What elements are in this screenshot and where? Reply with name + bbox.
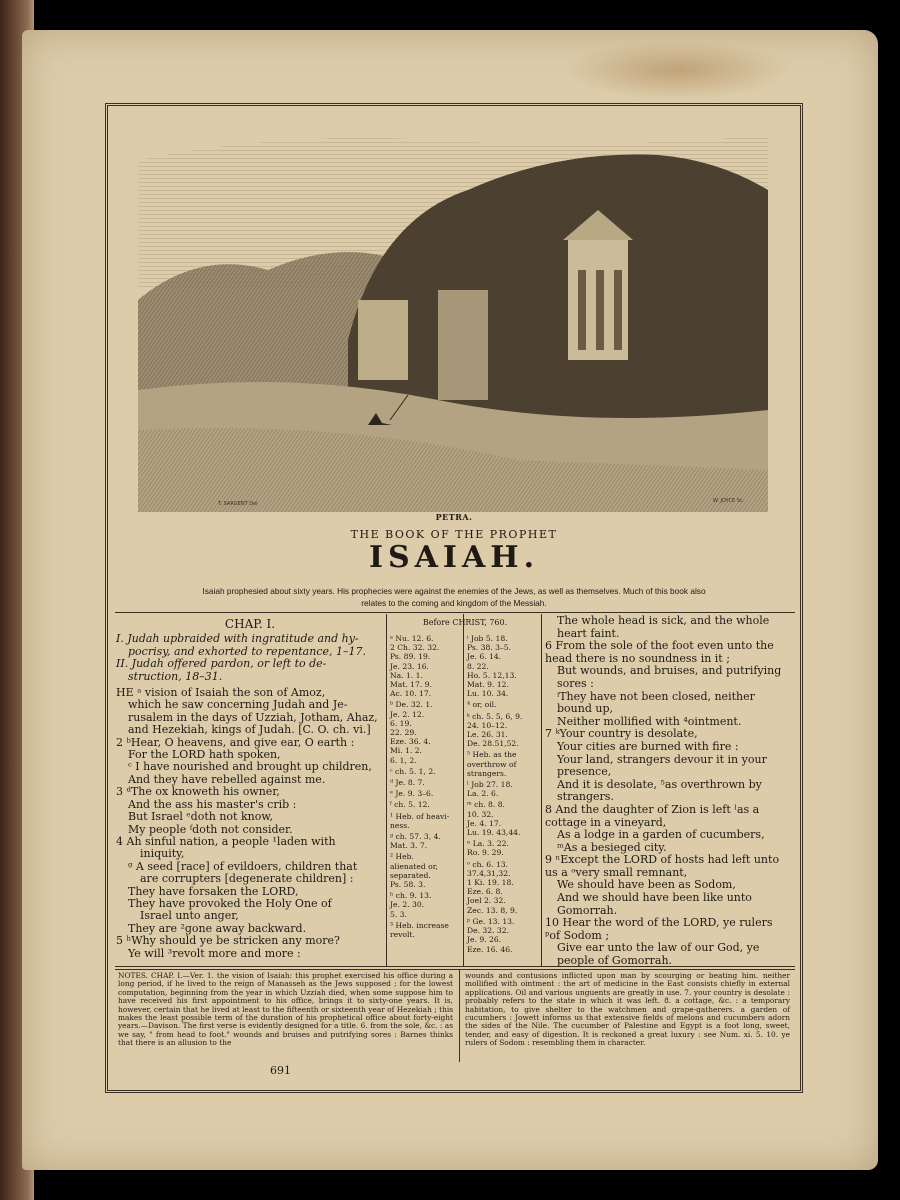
reference-line: 37.4,31,32. [467, 868, 511, 878]
reference-line: ᵍ ch. 57. 3, 4. [390, 832, 441, 842]
reference-line: 6. 19. [390, 718, 412, 728]
cross-reference [390, 700, 466, 764]
cross-reference [390, 778, 466, 787]
verse-line: But wounds, and bruises, and putrifying sores : [557, 664, 782, 690]
engraving-caption: PETRA. [435, 512, 473, 522]
petra-engraving [138, 130, 768, 512]
verse-line: As a lodge in a garden of cucumbers, [557, 828, 765, 842]
notes-right: wounds and contusions inflicted upon man by scourging or beating him. neither mollified with ointment : the art of medicine in the East consists chiefly in external applications. Oil and various unguents are greatly in use. 7. your country is desolate : probably refers to the state in which it was left. 8. a cottage, &c. : a temporary habitation, to give shelter to the watchmen and grape-gatherers. a garden of cucumbers : Jowett informs us that extensive fields of melons and cucumbers adorn the sides of the Nile. The cucumber of Palestine and Egypt is a foot long, sweet, tender, and easy of digestion. It is reckoned a great luxury : see Num. xi. 5. 10. ye rulers of Sodom : resembling them in character. [465, 971, 790, 1048]
cross-reference [467, 780, 543, 798]
reference-line: ᵈ Je. 8. 7. [390, 778, 425, 788]
reference-line: Ps. 89. 19. [390, 652, 431, 662]
column-divider-1 [386, 614, 387, 966]
verse-line: 4 Ah sinful nation, a people ¹laden with [116, 834, 336, 848]
reference-line: 22. 29. [390, 728, 417, 738]
verse-line: Your land, strangers devour it in your presence, [557, 752, 767, 779]
summary-line: pocrisy, and exhorted to repentance, 1–17. [128, 644, 366, 658]
book-intro [120, 585, 788, 609]
margin-heading: Before CHRIST, 760. [422, 618, 508, 627]
cross-reference [467, 839, 543, 857]
verse-line: ᶜ I have nourished and brought up children, [128, 760, 372, 774]
verses-left [116, 687, 384, 960]
reference-line: Je. 2. 12. [390, 709, 425, 719]
reference-line: ᵐ ch. 8. 8. [467, 800, 505, 810]
cross-reference [390, 789, 466, 798]
intro-line-2: relates to the coming and kingdom of the Messiah. [361, 598, 547, 608]
reference-line: ² Heb. [390, 852, 414, 862]
reference-line: separated. [390, 870, 431, 880]
notes-left: NOTES. CHAP. I.—Ver. 1. the vision of Isaiah: this prophet exercised his office during a long period, if he lived to the reign of Manasseh as the Jews supposed ; for the lowest computation, beginning from the year in which Uzziah died, when some suppose him to have received his first appointment to his office, brings it to sixty-one years. It is, however, certain that he lived at least to the fifteenth or sixteenth year of Hezekiah ; this makes the least possible term of the duration of his prophetical office about forty-eight years.—Davison. The first verse is evidently designed for a title. 6. from the sole, &c. : as we say, " from head to foot." wounds and bruises and putrifying sores : Barnes thinks that there is an allusion to the [118, 971, 453, 1048]
reference-line: ᶜ ch. 5. 1, 2. [390, 766, 436, 776]
intro-line-1: Isaiah prophesied about sixty years. His prophecies were against the enemies of the Jews, as well as themselves. Much of this book also [202, 586, 706, 596]
reference-line: Ro. 9. 29. [467, 848, 504, 858]
verse-line: And it is desolate, ⁵as overthrown by strangers. [557, 777, 762, 804]
verse-line: and Hezekiah, kings of Judah. [C. O. ch. vi.] [128, 723, 371, 737]
cross-reference [467, 800, 543, 837]
verse-line: rusalem in the days of Uzziah, Jotham, Ahaz, [128, 710, 378, 724]
reference-line: Mi. 1. 2. [390, 746, 422, 756]
verse-line: My people ᶠdoth not consider. [128, 822, 293, 836]
reference-line: 5. 3. [390, 909, 407, 919]
reference-line: overthrow of [467, 759, 517, 769]
verse-line: 2 ᵇHear, O heavens, and give ear, O earth : [116, 735, 355, 749]
reference-line: revolt. [390, 930, 415, 940]
cross-reference [467, 750, 543, 778]
verse-line: which he saw concerning Judah and Je- [128, 698, 348, 712]
cross-reference [390, 767, 466, 776]
verse-line: For the LORD hath spoken, [128, 748, 281, 762]
engraving-artist-left: T. SARGENT Del [218, 501, 258, 507]
verse-line: Give ear unto the law of our God, ye people of Gomorrah. [557, 941, 760, 968]
cross-reference [390, 891, 466, 919]
reference-line: Je. 9. 26. [467, 935, 502, 945]
summary-line: II. Judah offered pardon, or left to de- [116, 657, 327, 671]
reference-line: alienated or, [390, 861, 438, 871]
cross-reference [390, 832, 466, 850]
verse-line: They have forsaken the LORD, [128, 884, 299, 898]
header-rule [115, 612, 795, 613]
summary-line: I. Judah upbraided with ingratitude and hy- [116, 632, 359, 646]
verse-line: But Israel ᵉdoth not know, [128, 810, 273, 824]
reference-line: Je. 23. 16. [390, 661, 429, 671]
notes-divider [459, 970, 460, 1062]
reference-line: Je. 4. 17. [467, 818, 502, 828]
reference-line: ⁿ La. 3. 22. [467, 839, 509, 849]
reference-line: Joel 2. 32. [467, 896, 506, 906]
reference-line: Eze. 36. 4. [390, 737, 431, 747]
text-column-left [116, 618, 384, 960]
verse-line: Neither mollified with ⁴ointment. [557, 714, 742, 728]
reference-line: Lu. 10. 34. [467, 689, 509, 699]
verse-line: ⁱThey have not been closed, neither bound up, [557, 689, 755, 716]
reference-line: ⁴ or, oil. [467, 700, 497, 710]
reference-line: ᵃ Nu. 12. 6. [390, 634, 434, 643]
verse-line: They have provoked the Holy One of [128, 896, 332, 910]
cross-reference [467, 700, 543, 709]
margin-refs-right [467, 634, 543, 956]
verse-line: 7 ᵏYour country is desolate, [545, 727, 698, 741]
verse-line: Israel unto anger, [140, 909, 239, 923]
reference-line: 2 Ch. 32. 32. [390, 643, 440, 653]
book-subtitle: THE BOOK OF THE PROPHET [350, 528, 558, 541]
cross-reference [467, 917, 543, 954]
cross-reference [467, 634, 543, 698]
reference-line: ᵖ Ge. 13. 13. [467, 916, 515, 926]
reference-line: De. 28.51,52. [467, 739, 519, 749]
chapter-summary [116, 633, 384, 683]
verse-line: And we should have been like unto Gomorrah. [557, 891, 752, 917]
verse-line: HE ᵃ vision of Isaiah the son of Amoz, [116, 686, 326, 700]
cross-reference [390, 921, 466, 939]
cross-reference [467, 712, 543, 749]
reference-line: ᶠ ch. 5. 12. [390, 800, 430, 810]
verse-line: We should have been as Sodom, [557, 878, 736, 892]
verse-line: 3 ᵈThe ox knoweth his owner, [116, 785, 280, 799]
cross-reference [390, 812, 466, 830]
reference-line: Le. 26. 31. [467, 730, 508, 740]
reference-line: ³ Heb. increase [390, 920, 449, 930]
reference-line: strangers. [467, 768, 507, 778]
summary-line: struction, 18–31. [128, 669, 223, 683]
engraving-artist-right: W. JOYCE Sc. [713, 498, 745, 504]
reference-line: ˡ Job 27. 18. [467, 780, 513, 790]
verse-line: The whole head is sick, and the whole heart faint. [557, 614, 770, 640]
reference-line: ʰ ch. 9. 13. [390, 891, 432, 901]
reference-line: Mat. 17. 9. [390, 680, 432, 690]
reference-line: ᵒ ch. 6. 13. [467, 859, 509, 869]
reference-line: Ho. 5. 12,13. [467, 670, 517, 680]
reference-line: Lu. 19. 43,44. [467, 828, 521, 838]
verse-line: Ye will ³revolt more and more : [128, 946, 301, 960]
reference-line: La. 2. 6. [467, 789, 499, 799]
reference-line: Eze. 6. 8. [467, 887, 503, 897]
water-stain [562, 40, 792, 100]
reference-line: De. 32. 32. [467, 926, 509, 936]
reference-line: Ps. 38. 3–5. [467, 643, 511, 653]
cross-reference [467, 860, 543, 915]
verse-line: And they have rebelled against me. [128, 772, 326, 786]
reference-line: 24. 10–12. [467, 720, 508, 730]
reference-line: Na. 1. 1. [390, 670, 423, 680]
cross-reference [390, 852, 466, 889]
cross-reference [390, 634, 466, 698]
reference-line: ᵇ De. 32. 1. [390, 700, 433, 710]
reference-line: Ps. 58. 3. [390, 880, 426, 890]
reference-line: 8. 22. [467, 661, 489, 671]
verse-line: ᵐAs a besieged city. [557, 840, 667, 854]
verse-line: And the ass his master's crib : [128, 797, 297, 811]
page-number: 691 [270, 1064, 291, 1077]
reference-line: Je. 6. 14. [467, 652, 502, 662]
verse-line: They are ²gone away backward. [128, 921, 307, 935]
text-column-right [545, 615, 790, 968]
reference-line: ⁵ Heb. as the [467, 750, 517, 760]
verse-line: 5 ʰWhy should ye be stricken any more? [116, 934, 340, 948]
reference-line: 6. 1, 2. [390, 755, 417, 765]
book-title: ISAIAH. [368, 540, 540, 575]
reference-line: Je. 2. 30. [390, 900, 425, 910]
verse-line: are corrupters [degenerate children] : [140, 872, 354, 886]
reference-line: ᵏ ch. 5. 5, 6, 9. [467, 711, 523, 721]
verse-line: ᵍ A seed [race] of evildoers, children that [128, 859, 358, 873]
reference-line: ness. [390, 820, 410, 830]
verse-line: 6 From the sole of the foot even unto the head there is no soundness in it ; [545, 639, 774, 665]
notes-rule [115, 966, 795, 970]
verse-line: 8 And the daughter of Zion is left ˡas a cottage in a vineyard, [545, 802, 760, 829]
verse-line: 9 ⁿExcept the LORD of hosts had left unto us a ᵒvery small remnant, [545, 853, 780, 879]
chapter-heading: CHAP. I. [224, 617, 276, 631]
reference-line: ¹ Heb. of heavi- [390, 811, 450, 821]
margin-refs-left [390, 634, 466, 941]
verse-line: Your cities are burned with fire : [557, 739, 739, 753]
reference-line: Zec. 13. 8, 9. [467, 905, 518, 915]
reference-line: 10. 32. [467, 809, 494, 819]
verse-line: 10 Hear the word of the LORD, ye rulers ᵖof Sodom ; [545, 916, 773, 942]
cross-reference [390, 800, 466, 809]
reference-line: ᵉ Je. 9. 3–6. [390, 789, 434, 799]
reference-line: Ac. 10. 17. [390, 689, 432, 699]
reference-line: Mat. 3. 7. [390, 841, 428, 851]
reference-line: 1 Ki. 19. 18. [467, 878, 514, 888]
verse-line: iniquity, [140, 847, 185, 861]
reference-line: ⁱ Job 5. 18. [467, 634, 508, 643]
reference-line: Mat. 9. 12. [467, 680, 509, 690]
reference-line: Eze. 16. 46. [467, 944, 513, 954]
